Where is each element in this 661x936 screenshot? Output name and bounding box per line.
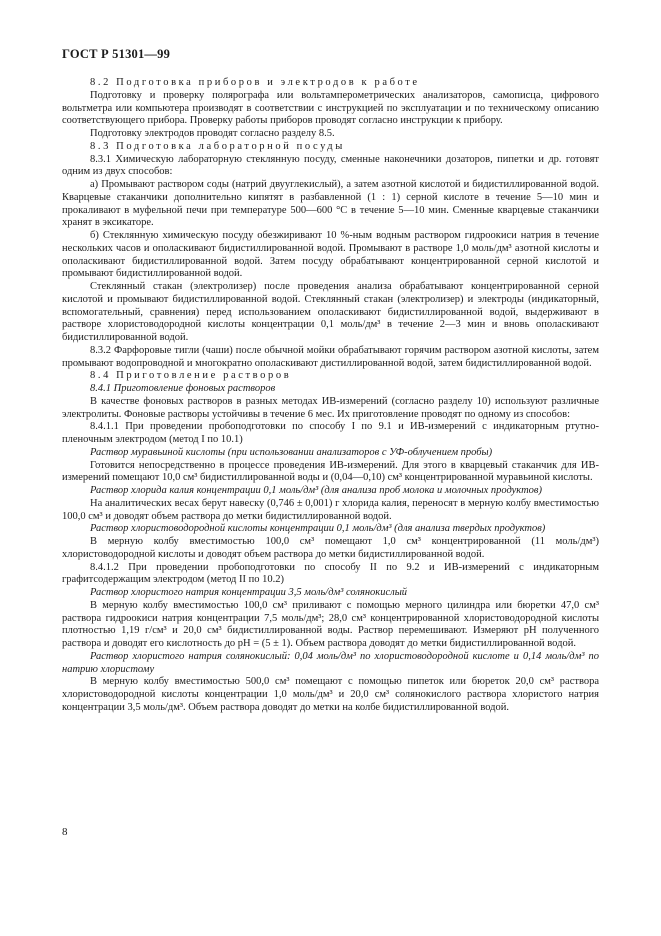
paragraph: 8.3 Подготовка лабораторной посуды	[90, 140, 345, 152]
paragraph: 8.4.1.1 При проведении пробоподготовки по способу I по 9.1 и ИВ-измерений с индикаторным ртутно-пленочным электродом (метод I по 10.1)	[62, 421, 599, 445]
paragraph: Стеклянный стакан (электролизер) после проведения анализа обрабатывают концентрированной серной кислотой и промывают бидистиллированной водой. Стеклянный стакан (электролизер) и электроды (индикаторный, вспомогательный, сравнения) перед использованием ополаскивают бидистиллированной водой, выдерживают в растворе хлористоводородной кислоты концентрации 0,1 моль/дм³ в течение 2—3 мин и вновь ополаскивают бидистиллированной водой.	[62, 281, 599, 343]
paragraph: Готовится непосредственно в процессе проведения ИВ-измерений. Для этого в кварцевый стаканчик для ИВ-измерений помещают 10,0 см³ бидистиллированной воды и (0,04—0,10) см³ концентрированной муравьиной кислоты.	[62, 459, 599, 484]
paragraph: В качестве фоновых растворов в разных методах ИВ-измерений (согласно разделу 10) используют различные электролиты. Фоновые растворы устойчивы в течение 6 мес. Их приготовление проводят по одному из способов:	[62, 395, 599, 420]
paragraph: 8.3.2 Фарфоровые тигли (чаши) после обычной мойки обрабатывают горячим раствором азотной кислоты, затем промывают водопроводной и многократно ополаскивают дистиллированной водой, затем бидистиллированной водой.	[62, 344, 599, 369]
document-body	[62, 77, 599, 715]
paragraph: В мерную колбу вместимостью 100,0 см³ приливают с помощью мерного цилиндра или бюретки 47,0 см³ раствора гидроокиси натрия концентрации 7,5 моль/дм³; 28,0 см³ концентрированной хлористоводородной кислоты плотностью 1,19 г/см³ и 20,0 см³ бидистиллированной воды. Раствор перемешивают. Измеряют pH полученного раствора и доводят его кислотность до pH = (5 ± 1). Объем раствора доводят до метки бидистиллированной водой.	[62, 599, 599, 649]
paragraph: В мерную колбу вместимостью 100,0 см³ помещают 1,0 см³ концентрированной (11 моль/дм³) хлористоводородной кислоты и доводят объем раствора до метки бидистиллированной водой.	[62, 536, 599, 560]
page-number: 8	[62, 826, 68, 838]
paragraph: Подготовку и проверку полярографа или вольтамперометрических анализаторов, самописца, цифрового вольтметра или компьютера производят в соответствии с инструкцией по эксплуатации и по техническому описанию соответствующего прибора. Проверку работы приборов проводят согласно инструкции к прибору.	[62, 89, 599, 127]
standard-header: ГОСТ Р 51301—99	[62, 47, 171, 61]
paragraph: Раствор хлористого натрия солянокислый: 0,04 моль/дм³ по хлористоводородной кислоте и 0,14 моль/дм³ по натрию хлористому	[62, 650, 599, 675]
paragraph: 8.4 Приготовление растворов	[90, 370, 292, 382]
paragraph: В мерную колбу вместимостью 500,0 см³ помещают с помощью пипеток или бюреток 20,0 см³ раствора хлористоводородной кислоты концентрации 1,0 моль/дм³ и 20,0 см³ солянокислого раствора хлористого натрия концентрации 3,5 моль/дм³. Объем раствора доводят до метки на колбе бидистиллированной водой.	[62, 676, 599, 713]
paragraph: а) Промывают раствором соды (натрий двууглекислый), а затем азотной кислотой и бидистиллированной водой. Кварцевые стаканчики дополнительно кипятят в разбавленной (1 : 1) серной кислоте в течение 5—10 мин и прокаливают в муфельной печи при температуре 500—600 °С в течение 5—10 мин. Сменные кварцевые стаканчики хранят в эксикаторе.	[62, 179, 599, 229]
paragraph: 8.4.1 Приготовление фоновых растворов	[90, 383, 276, 394]
paragraph: 8.3.1 Химическую лабораторную стеклянную посуду, сменные наконечники дозаторов, пипетки и др. готовят одним из двух способов:	[62, 153, 599, 178]
paragraph: Раствор хлорида калия концентрации 0,1 моль/дм³ (для анализа проб молока и молочных продуктов)	[90, 485, 542, 496]
paragraph: На аналитических весах берут навеску (0,746 ± 0,001) г хлорида калия, переносят в мерную колбу вместимостью 100,0 см³ и доводят объем раствора до метки бидистиллированной водой.	[62, 497, 599, 522]
paragraph: 8.4.1.2 При проведении пробоподготовки по способу II по 9.2 и ИВ-измерений с индикаторным графитсодержащим электродом (метод II по 10.2)	[62, 561, 599, 586]
paragraph: Раствор муравьиной кислоты (при использовании анализаторов с УФ-облучением пробы)	[90, 446, 493, 458]
paragraph: Раствор хлористоводородной кислоты концентрации 0,1 моль/дм³ (для анализа твердых продуктов)	[90, 523, 546, 535]
paragraph: Подготовку электродов проводят согласно разделу 8.5.	[90, 128, 335, 139]
paragraph: 8.2 Подготовка приборов и электродов к работе	[90, 77, 420, 88]
paragraph: Раствор хлористого натрия концентрации 3,5 моль/дм³ солянокислый	[90, 587, 408, 598]
paragraph: б) Стеклянную химическую посуду обезжиривают 10 %-ным водным раствором гидроокиси натрия в течение нескольких часов и ополаскивают бидистиллированной водой. Промывают в растворе 1,0 моль/дм³ азотной кислоты и ополаскивают бидистиллированной водой. Затем посуду обрабатывают концентрированной серной кислотой и промывают бидистиллированной водой.	[62, 230, 599, 280]
